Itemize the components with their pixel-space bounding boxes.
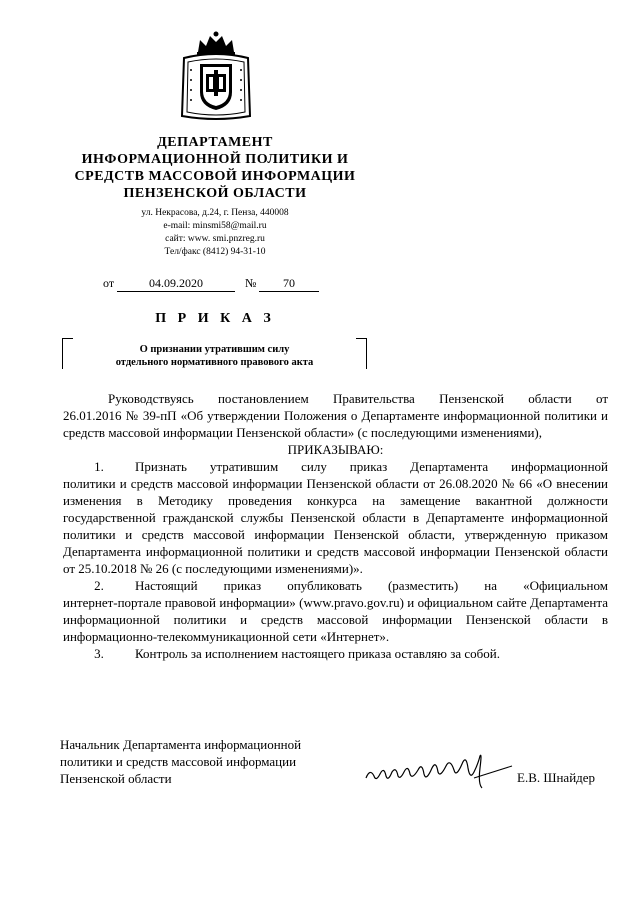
handwritten-signature <box>362 748 522 792</box>
subject-line: отдельного нормативного правового акта <box>115 357 314 368</box>
preamble-first-line: Руководствуясь постановлением Правительства Пензенской области от <box>108 391 608 406</box>
number-label: № <box>245 276 257 290</box>
email-text: e-mail: minsmi58@mail.ru <box>163 221 267 231</box>
signer-name: Е.В. Шнайдер <box>517 770 596 785</box>
decree-heading: ПРИКАЗЫВАЮ: <box>287 442 384 457</box>
department-name-line: ИНФОРМАЦИОННОЙ ПОЛИТИКИ И <box>81 152 349 167</box>
coat-of-arms-emblem <box>176 30 256 122</box>
number-underline <box>259 291 319 292</box>
signer-position-line: политики и средств массовой информации <box>60 754 297 769</box>
date-label: от <box>103 276 115 290</box>
department-name-line: СРЕДСТВ МАССОВОЙ ИНФОРМАЦИИ <box>74 169 356 184</box>
signer-position-line: Начальник Департамента информационной <box>60 737 302 752</box>
preamble-text: 26.01.2016 № 39-пП «Об утверждении Положения о Департаменте информационной политики и средств массовой информации Пензенской области» (с последующими изменениями), <box>63 408 608 440</box>
item-first-line: Настоящий приказ опубликовать (разместить) на «Официальном <box>135 578 608 593</box>
website-text: сайт: www. smi.pnzreg.ru <box>165 234 265 244</box>
subject-line: О признании утратившим силу <box>139 344 290 355</box>
item-text: интернет-портале правовой информации» (www.pravo.gov.ru) и официальном сайте Департамента информационной политики и средств массовой информации Пензенской области в информационно-телекоммуникационной сети «Интернет». <box>63 595 608 644</box>
list-item <box>63 645 608 662</box>
department-name-line: ДЕПАРТАМЕНТ <box>157 135 273 150</box>
department-name-line: ПЕНЗЕНСКОЙ ОБЛАСТИ <box>123 186 307 201</box>
date-underline <box>117 291 235 292</box>
order-number: 70 <box>283 276 295 290</box>
address-text: ул. Некрасова, д.24, г. Пенза, 440008 <box>141 208 289 218</box>
item-number: 1. <box>94 459 104 474</box>
item-number: 2. <box>94 578 104 593</box>
list-item <box>63 458 608 577</box>
document-body <box>63 390 608 662</box>
item-first-line: Контроль за исполнением настоящего приказа оставляю за собой. <box>135 646 500 661</box>
order-date: 04.09.2020 <box>149 276 203 290</box>
phone-text: Тел/факс (8412) 94-31-10 <box>164 247 266 257</box>
signer-position-line: Пензенской области <box>60 771 172 786</box>
list-item <box>63 577 608 645</box>
item-first-line: Признать утратившим силу приказ Департамента информационной <box>135 459 608 474</box>
document-title: П Р И К А З <box>155 311 275 326</box>
item-number: 3. <box>94 646 104 661</box>
item-text: политики и средств массовой информации Пензенской области от 26.08.2020 № 66 «О внесении изменения в Методику проведения конкурса на замещение вакантной должности государственной гражданской службы Пензенской области в Департаменте информационной политики и средств массовой информации Пензенской области, утвержденную приказом Департамента информационной политики и средств массовой информации Пензенской области от 25.10.2018 № 26 (с последующими изменениями)». <box>63 476 608 576</box>
